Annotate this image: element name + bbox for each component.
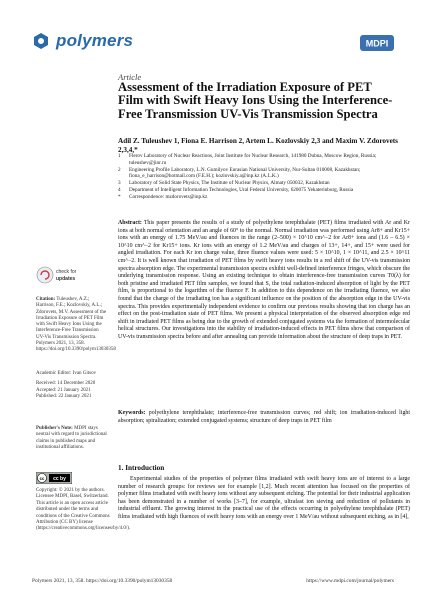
abstract-text: This paper presents the results of a study of polyethylene terephthalate (PET) films irradiated with Ar and Kr ions at both normal orientation and an angle of 60° to the normal. Normal irradiation was performed using Ar8+ and Kr15+ ions with an energy of 1.75 MeV/au and fluences in the range (2–500) × 10^10 cm^−2 for Ar8+ ions and (1.6 – 6.5) × 10^10 cm^−2 for Kr15+ ions. Kr ions with an energy of 1.2 MeV/au and charges of 13+, 14+, and 15+ were used for angled irradiation. For each Kr ion charge value, three fluence values were used: 5 × 10^10, 1 × 10^11, and 2.5 × 10^11 cm^−2. It is well known that irradiation of PET films by swift heavy ions results in a red shift of the UV-vis transmission spectra absorption edge. The experimental transmission spectra exhibit well-defined interference fringes, which obscure the underlying transmission response. Using an existing technique to obtain interference-free transmission curves T0(λ) for both pristine and irradiated PET film samples, we found that S, the total radiation-induced absorption of light by the PET film, is proportional to the logarithm of the fluence F. In addition to this dependence on the irradiating fluence, we also found that the charge of the irradiating ion has a significant influence on the position of the absorption edge in the UV-vis spectra. This provides experimentally independent evidence to confirm our previous results showing that ion charge has an effect on the post-irradiation state of PET films. We present a physical interpretation of the observed absorption edge red shift in irradiated PET films as being due to the growth of extended conjugated systems via the formation of intermolecular helical structures. Our investigations into the stability of irradiation-induced effects in PET films show that comparison of UV-vis transmission spectra before and after annealing can provide information about the structure of deep traps in PET. [118,220,410,340]
cc-label: cc by [53,476,66,483]
correspondence-marker: * [118,193,121,200]
polymers-logo-icon [32,32,50,50]
svg-text:check for: check for [56,269,77,275]
correspondence-text: Correspondence: mzdorovets@inp.kz [129,193,208,200]
copyright-text: Copyright: © 2021 by the authors. Licensee MDPI, Basel, Switzerland. This article is an open access article distributed under the terms and conditions of the Creative Commons Attribution (CC BY) license (https://creativecommons.org/licenses/by/4.0/). [36,488,131,532]
article-title: Assessment of the Irradiation Exposure of PET Film with Swift Heavy Ions Using the Interference-Free Transmission UV-Vis Transmission Spectra [118,80,393,121]
cc-by-license-icon[interactable] [36,472,72,484]
svg-text:updates: updates [56,276,76,282]
affiliation-4 [118,187,414,194]
abstract-label: Abstract: [118,220,142,226]
dates-block [36,371,108,400]
affiliation-1 [118,153,414,167]
abstract [118,220,410,342]
footer-citation[interactable]: Polymers 2021, 13, 358. https://doi.org/10.3390/polym13030358 [32,578,173,584]
affiliation-text: Department of Intelligent Information Technologies, Ural Federal University, 620075 Yekaterinburg, Russia [129,186,354,193]
author-list: Adil Z. Tuleushev 1, Fiona E. Harrison 2, Artem L. Kozlovskiy 2,3 and Maxim V. Zdorovets 2,3,4,* [118,137,398,154]
affiliation-number: 2 [118,166,121,173]
affiliation-number: 1 [118,153,121,159]
affiliation-text: Engineering Profile Laboratory, L.N. Gumilyov Eurasian National University, Nur-Sultan 010008, Kazakhstan; fiona_e_harrison@hotmail.com (F.E.H.); kozlovskiy.a@inp.kz (A.L.K.) [129,166,361,180]
received-date: Received: 14 December 2020 [36,381,96,387]
citation-label: Citation: [36,297,56,302]
citation-block [36,297,116,354]
keywords-label: Keywords: [118,410,146,416]
affiliation-2 [118,167,414,181]
footer-journal-link[interactable]: https://www.mdpi.com/journal/polymers [306,578,394,584]
mdpi-logo-icon[interactable] [360,35,394,51]
publisher-note [36,426,108,451]
article-type-label: Article [118,72,142,82]
published-date: Published: 22 January 2021 [36,393,92,399]
svg-text:MDPI: MDPI [365,38,389,49]
academic-editor: Academic Editor: Ivan Gitsov [36,371,97,376]
svg-text:cc: cc [39,476,45,481]
correspondence [118,194,414,201]
affiliation-3 [118,180,414,187]
affiliation-number: 4 [118,186,121,193]
keywords-text: polyethylene terephthalate; interference-free transmission curves; red shift; ion irradiation-induced light absorption; spiralization; extended conjugated systems; structure of deep traps in PET film [118,410,410,424]
introduction-text: Experimental studies of the properties of polymer films irradiated with swift heavy ions are of interest to a large number of research groups: for reviews see for example [1,2]. Much recent attention has focused on the properties of polymer films irradiated with swift heavy ions without any subsequent etching. The potential for their industrial application has been demonstrated in a number of works [3–7], for example, ultrafast ion sieving and reduction of pollutants in industrial effluent. The growing interest in the practical use of the effects occurring in polyethylene terephthalate (PET) films irradiated with high fluences of swift heavy ions with an energy over 1 MeV/au without subsequent etching, as in [4], [118,476,410,520]
section-heading: 1. Introduction [118,464,165,472]
citation-text[interactable]: Tuleushev, A.Z.; Harrison, F.E.; Kozlovskiy, A.L.; Zdorovets, M.V. Assessment of the Irradiation Exposure of PET Film with Swift Heavy Ions Using the Interference-Free Transmission UV-Vis Transmission Spectra. Polymers 2021, 13, 358. https://doi.org/10.3390/polym13030358 [36,297,116,353]
copyright-notice [36,488,131,533]
affiliation-number: 3 [118,180,121,187]
journal-header [32,31,394,53]
affiliation-text: Laboratory of Solid State Physics, The Institute of Nuclear Physics, Almaty 050032, Kazakhstan [129,180,330,187]
keywords [118,410,410,425]
publisher-note-text: MDPI stays neutral with regard to jurisdictional claims in published maps and institutional affiliations. [36,426,107,450]
check-for-updates-badge[interactable] [36,264,96,286]
affiliation-text: Flerov Laboratory of Nuclear Reactions, Joint Institute for Nuclear Research, 141980 Dubna, Moscow Region, Russia; tuleushev@jinr.ru [129,153,377,166]
accepted-date: Accepted: 21 January 2021 [36,387,91,393]
affiliations [118,153,414,201]
publisher-note-label: Publisher's Note: [36,426,73,431]
journal-name[interactable]: polymers [56,31,134,50]
